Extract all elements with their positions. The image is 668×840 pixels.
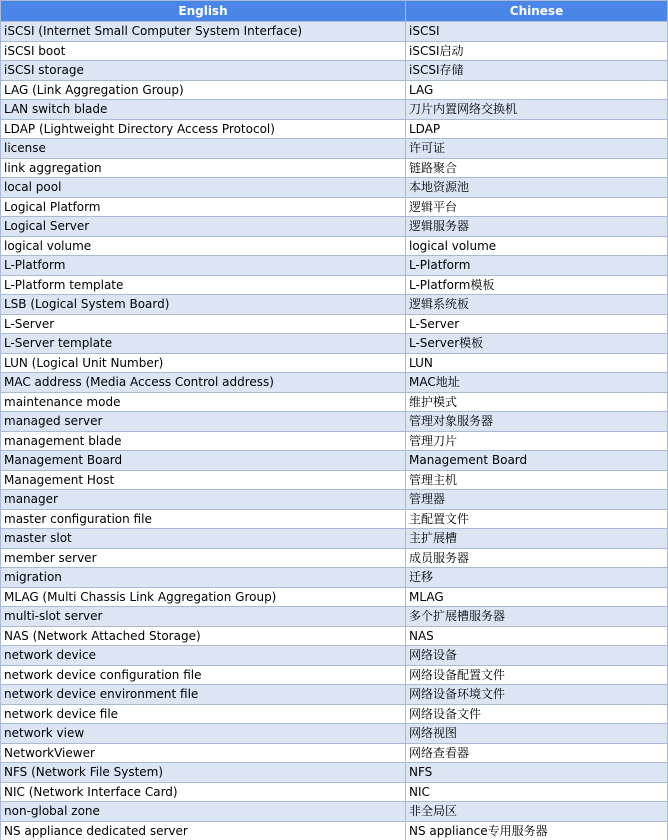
table-row bbox=[1, 704, 668, 724]
english-term-cell: L-Platform template bbox=[1, 275, 406, 295]
table-row bbox=[1, 41, 668, 61]
english-term-cell: master slot bbox=[1, 529, 406, 549]
table-row bbox=[1, 61, 668, 81]
table-row bbox=[1, 821, 668, 840]
table-row bbox=[1, 236, 668, 256]
table-row bbox=[1, 80, 668, 100]
chinese-term-cell: NIC bbox=[406, 782, 668, 802]
table-row bbox=[1, 197, 668, 217]
table-row bbox=[1, 139, 668, 159]
table-row bbox=[1, 100, 668, 120]
table-header-row bbox=[1, 1, 668, 22]
english-term-cell: NFS (Network File System) bbox=[1, 763, 406, 783]
english-term-cell: NIC (Network Interface Card) bbox=[1, 782, 406, 802]
table-row bbox=[1, 548, 668, 568]
english-term-cell: master configuration file bbox=[1, 509, 406, 529]
table-row bbox=[1, 743, 668, 763]
english-term-cell: link aggregation bbox=[1, 158, 406, 178]
table-row bbox=[1, 392, 668, 412]
chinese-term-cell: L-Platform模板 bbox=[406, 275, 668, 295]
chinese-term-cell: iSCSI存储 bbox=[406, 61, 668, 81]
chinese-term-cell: NS appliance专用服务器 bbox=[406, 821, 668, 840]
chinese-term-cell: 主配置文件 bbox=[406, 509, 668, 529]
chinese-term-cell: 刀片内置网络交换机 bbox=[406, 100, 668, 120]
table-row bbox=[1, 22, 668, 42]
table-body bbox=[1, 22, 668, 840]
chinese-term-cell: MLAG bbox=[406, 587, 668, 607]
chinese-term-cell: 管理器 bbox=[406, 490, 668, 510]
table-row bbox=[1, 587, 668, 607]
english-term-cell: manager bbox=[1, 490, 406, 510]
table-row bbox=[1, 158, 668, 178]
table-row bbox=[1, 431, 668, 451]
english-term-cell: iSCSI (Internet Small Computer System Interface) bbox=[1, 22, 406, 42]
table-row bbox=[1, 724, 668, 744]
english-term-cell: L-Platform bbox=[1, 256, 406, 276]
english-term-cell: NetworkViewer bbox=[1, 743, 406, 763]
table-row bbox=[1, 568, 668, 588]
chinese-term-cell: 逻辑平台 bbox=[406, 197, 668, 217]
chinese-term-cell: 主扩展槽 bbox=[406, 529, 668, 549]
table-row bbox=[1, 412, 668, 432]
table-row bbox=[1, 490, 668, 510]
english-term-cell: LUN (Logical Unit Number) bbox=[1, 353, 406, 373]
table-row bbox=[1, 665, 668, 685]
chinese-term-cell: 管理对象服务器 bbox=[406, 412, 668, 432]
chinese-term-cell: 许可证 bbox=[406, 139, 668, 159]
english-term-cell: NAS (Network Attached Storage) bbox=[1, 626, 406, 646]
english-term-cell: MLAG (Multi Chassis Link Aggregation Group) bbox=[1, 587, 406, 607]
chinese-term-cell: logical volume bbox=[406, 236, 668, 256]
english-term-cell: local pool bbox=[1, 178, 406, 198]
table-row bbox=[1, 334, 668, 354]
chinese-term-cell: 维护模式 bbox=[406, 392, 668, 412]
chinese-term-cell: L-Server模板 bbox=[406, 334, 668, 354]
chinese-term-cell: L-Server bbox=[406, 314, 668, 334]
table-row bbox=[1, 275, 668, 295]
english-term-cell: iSCSI storage bbox=[1, 61, 406, 81]
table-row bbox=[1, 626, 668, 646]
table-row bbox=[1, 451, 668, 471]
english-term-cell: member server bbox=[1, 548, 406, 568]
english-term-cell: management blade bbox=[1, 431, 406, 451]
table-row bbox=[1, 314, 668, 334]
english-term-cell: Logical Platform bbox=[1, 197, 406, 217]
table-row bbox=[1, 119, 668, 139]
english-term-cell: managed server bbox=[1, 412, 406, 432]
chinese-term-cell: iSCSI bbox=[406, 22, 668, 42]
chinese-term-cell: 网络设备环境文件 bbox=[406, 685, 668, 705]
chinese-term-cell: 网络设备 bbox=[406, 646, 668, 666]
english-term-cell: multi-slot server bbox=[1, 607, 406, 627]
chinese-term-cell: LUN bbox=[406, 353, 668, 373]
column-header-chinese: Chinese bbox=[406, 1, 668, 22]
chinese-term-cell: LAG bbox=[406, 80, 668, 100]
chinese-term-cell: 多个扩展槽服务器 bbox=[406, 607, 668, 627]
table-row bbox=[1, 763, 668, 783]
chinese-term-cell: 网络视图 bbox=[406, 724, 668, 744]
table-row bbox=[1, 295, 668, 315]
chinese-term-cell: 逻辑服务器 bbox=[406, 217, 668, 237]
english-term-cell: license bbox=[1, 139, 406, 159]
chinese-term-cell: 管理主机 bbox=[406, 470, 668, 490]
table-row bbox=[1, 470, 668, 490]
english-term-cell: MAC address (Media Access Control address) bbox=[1, 373, 406, 393]
chinese-term-cell: LDAP bbox=[406, 119, 668, 139]
table-row bbox=[1, 178, 668, 198]
table-row bbox=[1, 607, 668, 627]
chinese-term-cell: 网络设备文件 bbox=[406, 704, 668, 724]
chinese-term-cell: 本地资源池 bbox=[406, 178, 668, 198]
table-row bbox=[1, 217, 668, 237]
english-term-cell: iSCSI boot bbox=[1, 41, 406, 61]
table-row bbox=[1, 646, 668, 666]
english-term-cell: Logical Server bbox=[1, 217, 406, 237]
english-term-cell: network device configuration file bbox=[1, 665, 406, 685]
table-row bbox=[1, 353, 668, 373]
chinese-term-cell: 非全局区 bbox=[406, 802, 668, 822]
table-row bbox=[1, 685, 668, 705]
table-row bbox=[1, 256, 668, 276]
table-row bbox=[1, 782, 668, 802]
chinese-term-cell: MAC地址 bbox=[406, 373, 668, 393]
table-row bbox=[1, 802, 668, 822]
english-term-cell: Management Host bbox=[1, 470, 406, 490]
english-term-cell: network view bbox=[1, 724, 406, 744]
table-row bbox=[1, 373, 668, 393]
english-term-cell: network device environment file bbox=[1, 685, 406, 705]
chinese-term-cell: NAS bbox=[406, 626, 668, 646]
english-term-cell: L-Server template bbox=[1, 334, 406, 354]
chinese-term-cell: 逻辑系统板 bbox=[406, 295, 668, 315]
english-term-cell: network device bbox=[1, 646, 406, 666]
chinese-term-cell: 管理刀片 bbox=[406, 431, 668, 451]
chinese-term-cell: L-Platform bbox=[406, 256, 668, 276]
table-row bbox=[1, 509, 668, 529]
chinese-term-cell: Management Board bbox=[406, 451, 668, 471]
english-term-cell: logical volume bbox=[1, 236, 406, 256]
english-term-cell: migration bbox=[1, 568, 406, 588]
english-term-cell: LDAP (Lightweight Directory Access Protocol) bbox=[1, 119, 406, 139]
chinese-term-cell: 链路聚合 bbox=[406, 158, 668, 178]
english-term-cell: non-global zone bbox=[1, 802, 406, 822]
english-term-cell: maintenance mode bbox=[1, 392, 406, 412]
chinese-term-cell: 网络查看器 bbox=[406, 743, 668, 763]
chinese-term-cell: NFS bbox=[406, 763, 668, 783]
column-header-english: English bbox=[1, 1, 406, 22]
chinese-term-cell: iSCSI启动 bbox=[406, 41, 668, 61]
table-row bbox=[1, 529, 668, 549]
english-term-cell: LSB (Logical System Board) bbox=[1, 295, 406, 315]
english-term-cell: network device file bbox=[1, 704, 406, 724]
english-term-cell: NS appliance dedicated server bbox=[1, 821, 406, 840]
chinese-term-cell: 成员服务器 bbox=[406, 548, 668, 568]
english-term-cell: LAG (Link Aggregation Group) bbox=[1, 80, 406, 100]
english-term-cell: L-Server bbox=[1, 314, 406, 334]
chinese-term-cell: 迁移 bbox=[406, 568, 668, 588]
chinese-term-cell: 网络设备配置文件 bbox=[406, 665, 668, 685]
english-term-cell: LAN switch blade bbox=[1, 100, 406, 120]
english-term-cell: Management Board bbox=[1, 451, 406, 471]
